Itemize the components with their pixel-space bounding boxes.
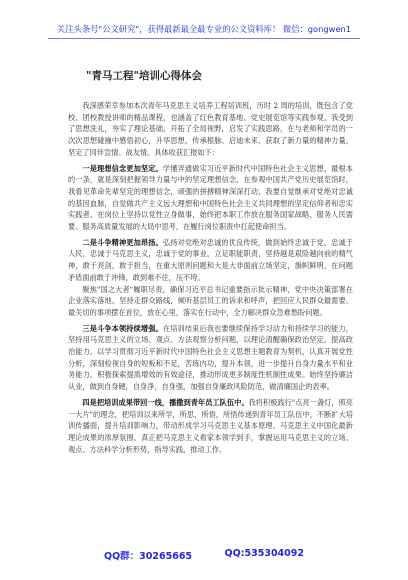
paragraph-intro [68,100,353,159]
paragraph-lead: 二是斗争精神更加昂扬。 [82,237,163,247]
paragraph-lead: 四是把培训成果带回一线，播撒到青年员工队伍中。 [82,397,249,407]
paragraph-lead: 一是理想信念更加坚定。 [82,163,163,173]
promo-banner[interactable] [48,20,360,37]
paragraph-point-4 [68,397,353,456]
paragraph-lead: 三是斗争本领持续增强。 [82,323,163,333]
paragraph-point-2 [68,237,353,284]
banner-underline [48,38,360,39]
qq-number-text: QQ:535304092 [224,548,304,559]
paragraph-text: 在培训结束后我也要继续保持学习动力和持续学习的能力，坚持用马克思主义的立场、观点、方法观察分析问题，以理论清醒确保政治坚定，提高政治能力。以学习贯彻习近平新时代中国特色社会主义思想主题教育为契机，认真开展党性分析，深刻检视自身的短板和不足，苦练内功，提升本领，进一步提升自身力量水平和业务能力，积极探索提质增效的有效途径，推动形成更多制度性机制性成果。始终坚持廉洁从业，做到自身硬，自身净，自身强，加强自身廉政风险防范，做清廉国企的表率。 [68,323,353,392]
paragraph-text: 聚焦"国之大者"履职尽责，确保习近平总书记重要指示批示精神，党中央决策部署在企业落实落地。坚持走群众路线，倾听基层员工的诉求和呼声，把回应人民群众最需要、最关切的事项摆在首位，放在心里，落实在行动中，全力解决群众急难愁盼问题。 [68,284,353,317]
paragraph-text: 弘扬对党绝对忠诚的优良传统，做到始终忠诚于党、忠诚于人民，忠诚于马克思主义，忠诚于党的事业，立足职能职责，坚持越是艰险越向前的精气神，敢于亮剑，敢于担当，在重大原则问题和大是大非面前立场坚定，旗帜鲜明，在问题矛盾面前敢于冲锋，敢到难不住，压不垮。 [68,237,353,282]
document-body [68,100,353,455]
paragraph-point-1 [68,163,353,233]
document-title: "青马工程"培训心得体会 [86,70,202,82]
paragraph-text: 学懂弄通做实习近平新时代中国特色社会主义思想，最根本的一条，就是深刻把握领导力量与中的坚定理想信念，在参观中国共产党历史展览馆时，我看见革命先辈坚定的理想信念，顽强的拼搏精神深深打动，我要自觉继承对党绝对忠诚的基因血脉，自觉做共产主义远大理想和中国特色社会主义共同理想的坚定信仰者和忠实实践者，在岗位上坚持以党性立身做事，始终把本职工作放在服务国家战略、服务人民需要、服务高质量发展的大局中思考，在履行岗位职责中扛起使命担当。 [68,163,353,232]
paragraph-text: 我将积极践行"点亮一盏灯，照亮一大片"的理念，把培训以来所学，所思，所悟，所悟传递到青年员工队伍中，不断扩大培训传播面，提升培训影响力，带动形成学习马克思主义基本原理、马克思主义中国化最新理论成果的浓厚氛围，真正把马克思主义看家本领学到手，掌握运用马克思主义的立场、观点、方法科学分析形势，指导实践，推动工作。 [68,397,353,454]
paragraph-point-2-cont [68,284,353,319]
contact-footer [104,548,304,562]
qq-group-text: QQ群：30265665 [104,551,193,562]
paragraph-point-3 [68,323,353,393]
promo-banner-text[interactable]: 关注头条号"公文研究"，获得最新最全最专业的公文资料库！ 微信：gongwen1 [56,23,352,34]
paragraph-text: 我深感荣幸参加本次青年马克思主义培养工程培训班，历时 2 周的培训，既包含了党校、团校教授讲师的精品课程，也涵盖了红色教育基地、党史展览馆等实践参观，我受到了思想洗礼，夯实了理论基础，开拓了全局视野，启发了实践思路，在与老师和学员的一次次思想碰撞中感悟初心，升华思想，传承根脉、启迪未来，获取了新力量的精神力量，坚定了同伴宣情、战友情。具体收获汇报如下： [68,101,353,157]
